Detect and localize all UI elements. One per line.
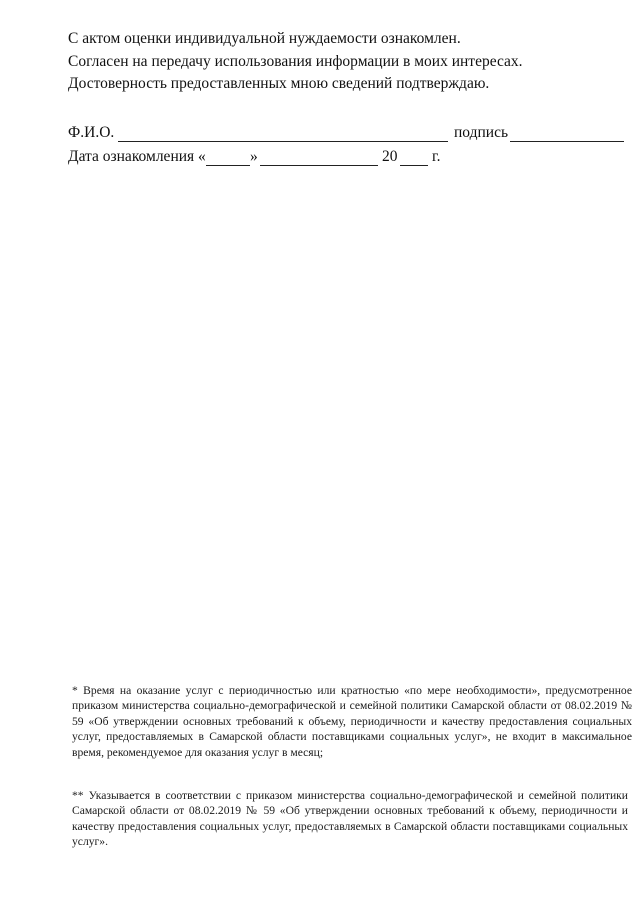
fio-label: Ф.И.О. — [68, 124, 115, 141]
footnote-1: * Время на оказание услуг с периодичностью или кратностью «по мере необходимости», предусмотренное приказом министерства социально-демографической и семейной политики Самарской области от 08.02.2019 № 59 «Об утверждении основных требований к объему, периодичности и качеству предоставления социальных услуг, предоставляемых в Самарской области поставщиками социальных услуг», не входит в максимальное время, рекомендуемое для оказания услуг в месяц; — [72, 684, 632, 759]
statement-acknowledged: С актом оценки индивидуальной нуждаемости ознакомлен. — [68, 30, 461, 47]
signature-row — [68, 124, 628, 146]
month-line[interactable] — [260, 165, 378, 166]
signature-label: подпись — [454, 124, 509, 141]
fio-line[interactable] — [118, 141, 448, 142]
year-line[interactable] — [400, 165, 428, 166]
year-prefix: 20 — [382, 148, 398, 165]
statement-consent: Согласен на передачу использования информации в моих интересах. — [68, 53, 523, 70]
footnote-2: ** Указывается в соответствии с приказом министерства социально-демографической и семейной политики Самарской области от 08.02.2019 № 59 «Об утверждении основных требований к объему, периодичности и качеству предоставления социальных услуг, предоставляемых в Самарской области поставщиками социальных услуг». — [72, 789, 628, 849]
signature-line[interactable] — [510, 141, 624, 142]
year-suffix: г. — [432, 148, 441, 165]
statement-accuracy: Достоверность предоставленных мною сведений подтверждаю. — [68, 75, 490, 92]
day-line[interactable] — [206, 165, 250, 166]
date-label: Дата ознакомления « — [68, 148, 206, 165]
quote-close: » — [250, 148, 258, 165]
date-row — [68, 148, 628, 170]
